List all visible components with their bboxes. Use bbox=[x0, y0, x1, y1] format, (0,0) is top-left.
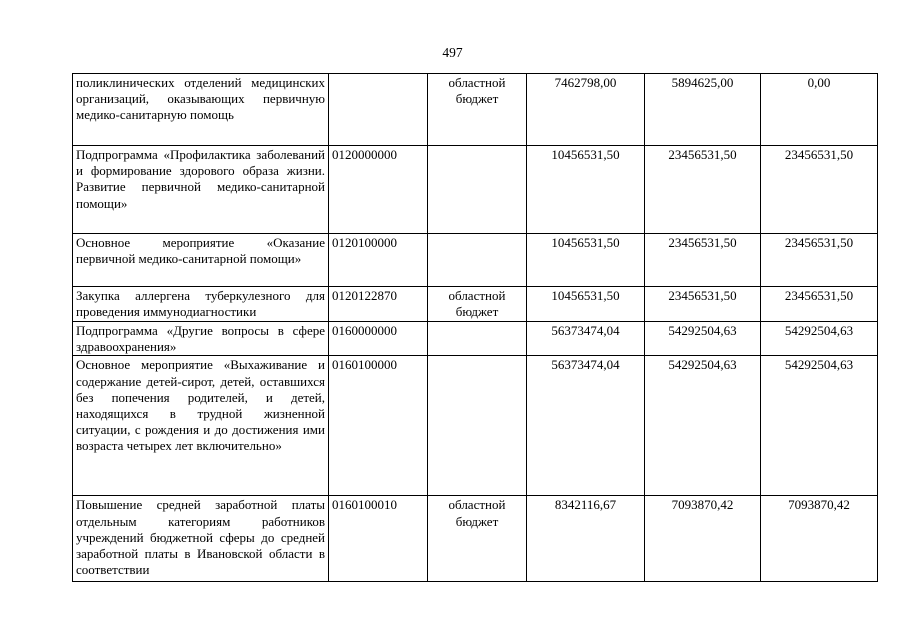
row-value-1: 7462798,00 bbox=[527, 74, 645, 146]
row-value-1: 8342116,67 bbox=[527, 496, 645, 582]
row-source bbox=[428, 322, 527, 356]
row-value-3: 23456531,50 bbox=[761, 146, 878, 234]
row-source bbox=[428, 234, 527, 287]
row-code bbox=[329, 74, 428, 146]
row-value-2: 23456531,50 bbox=[645, 234, 761, 287]
row-name: Основное мероприятие «Оказание первичной медико-санитарной помощи» bbox=[73, 234, 329, 287]
table-row bbox=[73, 322, 878, 356]
table-row bbox=[73, 234, 878, 287]
row-value-3: 54292504,63 bbox=[761, 356, 878, 496]
row-source: областной бюджет bbox=[428, 74, 527, 146]
row-name: Повышение средней заработной платы отдельным категориям работников учреждений бюджетной сферы до средней заработной платы в Ивановской области в соответствии bbox=[73, 496, 329, 582]
budget-table bbox=[72, 73, 878, 582]
row-name: Подпрограмма «Профилактика заболеваний и формирование здорового образа жизни. Развитие первичной медико-санитарной помощи» bbox=[73, 146, 329, 234]
row-value-2: 7093870,42 bbox=[645, 496, 761, 582]
table-row bbox=[73, 146, 878, 234]
row-code: 0160100010 bbox=[329, 496, 428, 582]
row-value-1: 10456531,50 bbox=[527, 287, 645, 322]
table-row bbox=[73, 496, 878, 582]
page-number: 497 bbox=[442, 45, 463, 60]
row-value-2: 23456531,50 bbox=[645, 146, 761, 234]
row-value-2: 23456531,50 bbox=[645, 287, 761, 322]
row-code: 0160100000 bbox=[329, 356, 428, 496]
row-value-2: 5894625,00 bbox=[645, 74, 761, 146]
row-value-1: 10456531,50 bbox=[527, 146, 645, 234]
row-code: 0160000000 bbox=[329, 322, 428, 356]
row-value-2: 54292504,63 bbox=[645, 322, 761, 356]
table-row bbox=[73, 356, 878, 496]
row-value-3: 23456531,50 bbox=[761, 234, 878, 287]
row-name: Основное мероприятие «Выхаживание и содержание детей-сирот, детей, оставшихся без попечения родителей, и детей, находящихся в трудной жизненной ситуации, с рождения и до достижения ими возраста четырех лет включительно» bbox=[73, 356, 329, 496]
row-value-1: 56373474,04 bbox=[527, 322, 645, 356]
table-row bbox=[73, 287, 878, 322]
row-source: областной бюджет bbox=[428, 287, 527, 322]
row-source: областной бюджет bbox=[428, 496, 527, 582]
table-row bbox=[73, 74, 878, 146]
row-code: 0120000000 bbox=[329, 146, 428, 234]
row-value-3: 23456531,50 bbox=[761, 287, 878, 322]
row-value-1: 56373474,04 bbox=[527, 356, 645, 496]
row-source bbox=[428, 356, 527, 496]
row-name: Закупка аллергена туберкулезного для проведения иммунодиагностики bbox=[73, 287, 329, 322]
row-name: поликлинических отделений медицинских организаций, оказывающих первичную медико-санитарную помощь bbox=[73, 74, 329, 146]
row-value-3: 7093870,42 bbox=[761, 496, 878, 582]
row-value-2: 54292504,63 bbox=[645, 356, 761, 496]
row-value-1: 10456531,50 bbox=[527, 234, 645, 287]
row-code: 0120122870 bbox=[329, 287, 428, 322]
row-source bbox=[428, 146, 527, 234]
row-code: 0120100000 bbox=[329, 234, 428, 287]
row-value-3: 0,00 bbox=[761, 74, 878, 146]
row-name: Подпрограмма «Другие вопросы в сфере здравоохранения» bbox=[73, 322, 329, 356]
row-value-3: 54292504,63 bbox=[761, 322, 878, 356]
